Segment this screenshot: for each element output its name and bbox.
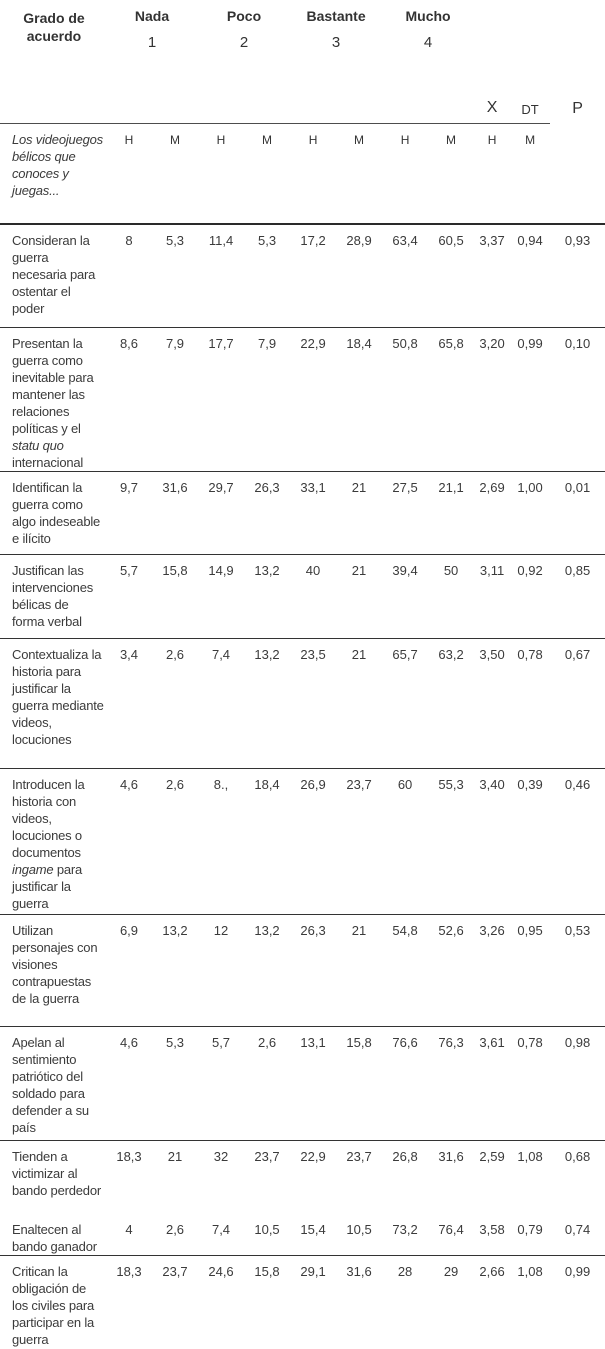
value-cell: 0,98 bbox=[550, 1027, 605, 1141]
value-cell: 7,9 bbox=[244, 328, 290, 472]
value-cell: 0,39 bbox=[510, 769, 550, 915]
value-cell: 2,59 bbox=[479, 1149, 505, 1164]
value-cell: 8 bbox=[106, 224, 152, 328]
value-cell: 18,4 bbox=[244, 769, 290, 915]
value-cell: 54,8 bbox=[382, 915, 428, 1027]
value-cell: 22,9 bbox=[290, 328, 336, 472]
value-cell: 13,2 bbox=[244, 639, 290, 769]
value-cell: 21 bbox=[336, 472, 382, 555]
value-cell: 13,2 bbox=[244, 555, 290, 639]
value-cell: 26,3 bbox=[290, 915, 336, 1027]
p-subheader-empty bbox=[550, 124, 605, 224]
value-cell: 18,3 bbox=[116, 1149, 142, 1164]
partial-rule-spacer bbox=[0, 75, 474, 124]
value-cell: 3,61 bbox=[474, 1027, 510, 1141]
value-cell: 0,92 bbox=[510, 555, 550, 639]
value-cell: 18,3 bbox=[116, 1263, 142, 1279]
value-cell: 4,6 bbox=[106, 1027, 152, 1141]
value-cell: 60,5 bbox=[428, 224, 474, 328]
value-cell: 23,7 bbox=[162, 1263, 188, 1279]
table-row bbox=[0, 328, 605, 472]
value-cell: 0,93 bbox=[550, 224, 605, 328]
value-cell: 0,10 bbox=[550, 328, 605, 472]
gender-subheader-2: M bbox=[152, 124, 198, 224]
value-cell: 32 bbox=[213, 1149, 229, 1164]
p-column-header: P bbox=[572, 99, 583, 117]
value-cell: 2,6 bbox=[152, 1214, 198, 1256]
value-cell: 65,7 bbox=[382, 639, 428, 769]
value-cell: 3,50 bbox=[474, 639, 510, 769]
value-cell: 21 bbox=[336, 915, 382, 1027]
value-cell: 3,20 bbox=[474, 328, 510, 472]
value-cell: 18,4 bbox=[336, 328, 382, 472]
value-cell: 31,6 bbox=[438, 1149, 464, 1164]
value-cell: 7,4 bbox=[198, 639, 244, 769]
value-cell: 2,66 bbox=[479, 1263, 505, 1279]
value-cell: 1,08 bbox=[517, 1149, 543, 1164]
scale-header-nada: Nada 1 bbox=[134, 8, 170, 51]
value-cell: 13,1 bbox=[290, 1027, 336, 1141]
gender-subheader-7: H bbox=[382, 124, 428, 224]
value-cell: 3,58 bbox=[474, 1214, 510, 1256]
value-cell: 0,01 bbox=[550, 472, 605, 555]
value-cell: 0,85 bbox=[550, 555, 605, 639]
value-cell: 15,4 bbox=[290, 1214, 336, 1256]
value-cell: 31,6 bbox=[346, 1263, 372, 1279]
stats-header-row bbox=[0, 75, 605, 124]
value-cell: 5,3 bbox=[152, 224, 198, 328]
value-cell: 17,7 bbox=[198, 328, 244, 472]
value-cell: 2,6 bbox=[244, 1027, 290, 1141]
value-cell: 4 bbox=[106, 1214, 152, 1256]
subheader-row bbox=[0, 124, 605, 224]
value-cell: 31,6 bbox=[152, 472, 198, 555]
value-cell: 65,8 bbox=[428, 328, 474, 472]
value-cell: 15,8 bbox=[336, 1027, 382, 1141]
row-label: Consideran la guerra necesaria para ostentar el poder bbox=[0, 224, 106, 328]
table-row bbox=[0, 224, 605, 328]
value-cell: 21 bbox=[167, 1149, 183, 1164]
value-cell: 10,5 bbox=[336, 1214, 382, 1256]
row-label: Justifican las intervenciones bélicas de forma verbal bbox=[0, 555, 106, 639]
gender-subheader-9: H bbox=[474, 124, 510, 224]
value-cell: 27,5 bbox=[382, 472, 428, 555]
value-cell: 28 bbox=[397, 1263, 413, 1279]
value-cell: 10,5 bbox=[244, 1214, 290, 1256]
value-cell: 33,1 bbox=[290, 472, 336, 555]
value-cell: 73,2 bbox=[382, 1214, 428, 1256]
table-row bbox=[0, 1255, 605, 1349]
row-label: Critican la obligación de los civiles para participar en la guerra bbox=[12, 1263, 95, 1347]
gender-subheader-1: H bbox=[106, 124, 152, 224]
row-label: Utilizan personajes con visiones contrapuestas de la guerra bbox=[0, 915, 106, 1027]
value-cell: 0,78 bbox=[510, 639, 550, 769]
value-cell: 26,3 bbox=[244, 472, 290, 555]
value-cell: 28,9 bbox=[336, 224, 382, 328]
value-cell: 0,99 bbox=[564, 1263, 591, 1279]
table-row bbox=[0, 555, 605, 639]
value-cell: 11,4 bbox=[198, 224, 244, 328]
value-cell: 29,1 bbox=[300, 1263, 326, 1279]
value-cell: 50 bbox=[428, 555, 474, 639]
value-cell: 21,1 bbox=[428, 472, 474, 555]
value-cell: 26,8 bbox=[392, 1149, 418, 1164]
row-label: Introducen la historia con videos, locuciones o documentos ingame para justificar la guerra bbox=[0, 769, 106, 915]
value-cell: 22,9 bbox=[300, 1149, 326, 1164]
row-label: Identifican la guerra como algo indeseable e ilícito bbox=[0, 472, 106, 555]
value-cell: 2,6 bbox=[152, 769, 198, 915]
table-row bbox=[0, 472, 605, 555]
value-cell: 0,74 bbox=[550, 1214, 605, 1256]
value-cell: 15,8 bbox=[152, 555, 198, 639]
value-cell: 29 bbox=[443, 1263, 459, 1279]
value-cell: 0,79 bbox=[510, 1214, 550, 1256]
value-cell: 1,08 bbox=[517, 1263, 543, 1279]
value-cell: 52,6 bbox=[428, 915, 474, 1027]
gender-subheader-4: M bbox=[244, 124, 290, 224]
value-cell: 0,78 bbox=[510, 1027, 550, 1141]
value-cell: 0,94 bbox=[510, 224, 550, 328]
table-row bbox=[0, 1214, 605, 1256]
value-cell: 3,4 bbox=[106, 639, 152, 769]
value-cell: 2,6 bbox=[152, 639, 198, 769]
gender-subheader-5: H bbox=[290, 124, 336, 224]
value-cell: 3,11 bbox=[474, 555, 510, 639]
value-cell: 0,68 bbox=[564, 1149, 591, 1164]
value-cell: 60 bbox=[382, 769, 428, 915]
mean-column-header: X bbox=[474, 75, 510, 124]
value-cell: 76,4 bbox=[428, 1214, 474, 1256]
value-cell: 0,53 bbox=[550, 915, 605, 1027]
gender-subheader-6: M bbox=[336, 124, 382, 224]
value-cell: 39,4 bbox=[382, 555, 428, 639]
value-cell: 23,7 bbox=[346, 1149, 372, 1164]
value-cell: 3,26 bbox=[474, 915, 510, 1027]
value-cell: 4,6 bbox=[106, 769, 152, 915]
row-label: Enaltecen al bando ganador bbox=[0, 1214, 106, 1256]
value-cell: 8., bbox=[198, 769, 244, 915]
value-cell: 1,00 bbox=[510, 472, 550, 555]
sd-column-header: DT bbox=[510, 75, 550, 124]
value-cell: 26,9 bbox=[290, 769, 336, 915]
value-cell: 23,7 bbox=[336, 769, 382, 915]
value-cell: 7,4 bbox=[198, 1214, 244, 1256]
value-cell: 55,3 bbox=[428, 769, 474, 915]
value-cell: 0,46 bbox=[550, 769, 605, 915]
value-cell: 21 bbox=[336, 639, 382, 769]
scale-header-mucho: Mucho 4 bbox=[405, 8, 451, 51]
stats-spacer bbox=[474, 0, 605, 75]
value-cell: 0,95 bbox=[510, 915, 550, 1027]
value-cell: 2,69 bbox=[474, 472, 510, 555]
value-cell: 8,6 bbox=[106, 328, 152, 472]
gender-subheader-8: M bbox=[428, 124, 474, 224]
value-cell: 6,9 bbox=[106, 915, 152, 1027]
row-label: Tienden a victimizar al bando perdedor bbox=[12, 1149, 101, 1198]
value-cell: 7,9 bbox=[152, 328, 198, 472]
value-cell: 3,37 bbox=[474, 224, 510, 328]
value-cell: 40 bbox=[290, 555, 336, 639]
value-cell: 13,2 bbox=[244, 915, 290, 1027]
value-cell: 5,3 bbox=[244, 224, 290, 328]
row-label: Presentan la guerra como inevitable para mantener las relaciones políticas y el statu quo internacional bbox=[0, 328, 106, 472]
table-row bbox=[0, 1027, 605, 1141]
scale-header-row bbox=[0, 0, 605, 75]
value-cell: 23,5 bbox=[290, 639, 336, 769]
gender-subheader-10: M bbox=[510, 124, 550, 224]
value-cell: 14,9 bbox=[198, 555, 244, 639]
table-row bbox=[0, 1141, 605, 1214]
table-row bbox=[0, 915, 605, 1027]
value-cell: 29,7 bbox=[198, 472, 244, 555]
table-row bbox=[0, 639, 605, 769]
scale-header-bastante: Bastante 3 bbox=[306, 8, 366, 51]
value-cell: 17,2 bbox=[290, 224, 336, 328]
value-cell: 23,7 bbox=[254, 1149, 280, 1164]
scale-header-poco: Poco 2 bbox=[226, 8, 262, 51]
row-label: Contextualiza la historia para justificar la guerra mediante videos, locuciones bbox=[0, 639, 106, 769]
gender-subheader-3: H bbox=[198, 124, 244, 224]
first-col-header: Grado de acuerdo bbox=[23, 10, 85, 44]
value-cell: 3,40 bbox=[474, 769, 510, 915]
table-row bbox=[0, 769, 605, 915]
value-cell: 50,8 bbox=[382, 328, 428, 472]
value-cell: 76,3 bbox=[428, 1027, 474, 1141]
row-label: Apelan al sentimiento patriótico del soldado para defender a su país bbox=[0, 1027, 106, 1141]
value-cell: 12 bbox=[198, 915, 244, 1027]
value-cell: 13,2 bbox=[152, 915, 198, 1027]
value-cell: 63,2 bbox=[428, 639, 474, 769]
value-cell: 15,8 bbox=[254, 1263, 280, 1279]
value-cell: 5,7 bbox=[198, 1027, 244, 1141]
value-cell: 63,4 bbox=[382, 224, 428, 328]
value-cell: 5,3 bbox=[152, 1027, 198, 1141]
value-cell: 0,67 bbox=[550, 639, 605, 769]
value-cell: 24,6 bbox=[208, 1263, 234, 1279]
table-intro-label: Los videojuegos bélicos que conoces y juegas... bbox=[0, 124, 106, 224]
value-cell: 21 bbox=[336, 555, 382, 639]
value-cell: 5,7 bbox=[106, 555, 152, 639]
value-cell: 76,6 bbox=[382, 1027, 428, 1141]
value-cell: 9,7 bbox=[106, 472, 152, 555]
value-cell: 0,99 bbox=[510, 328, 550, 472]
